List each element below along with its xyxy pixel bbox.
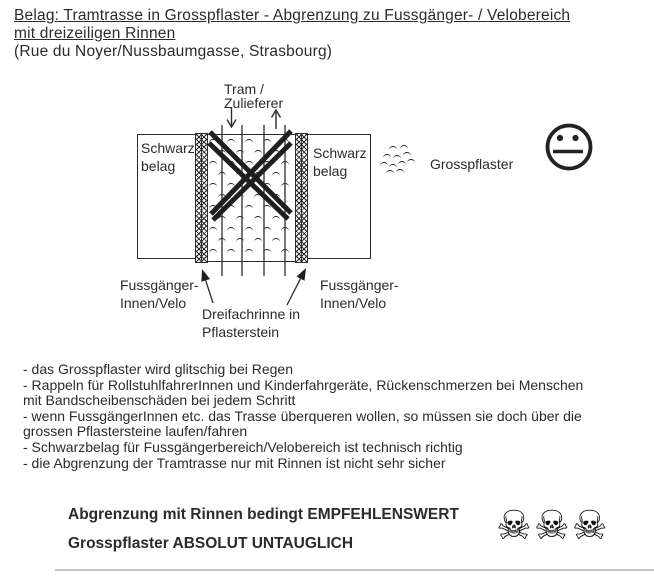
cobblestone-arc [236, 194, 244, 198]
cobblestone-arc [218, 216, 226, 220]
cobblestone-arc [209, 205, 217, 209]
cobblestone-arc [209, 227, 217, 231]
left-gutter-strip [195, 133, 208, 263]
cobblestone-arc [245, 227, 253, 231]
cobblestone-arc [272, 172, 280, 176]
cobblestone-arc [263, 139, 271, 143]
cobblestone-arc [227, 205, 235, 209]
tram-direction-label: Tram / Zulieferer [224, 81, 284, 111]
cobblestone-arc [281, 227, 289, 231]
up-arrow-icon [272, 110, 281, 129]
cobblestone-arc [245, 161, 253, 165]
cobblestone-arc [403, 152, 411, 156]
cobblestone-arc [209, 249, 217, 253]
notes-list [23, 362, 583, 471]
cobblestone-arc [254, 172, 262, 176]
note-line: - das Grosspflaster wird glitschig bei Regen [23, 361, 294, 377]
neutral-smiley-icon [548, 126, 591, 169]
cobblestone-arc [400, 145, 408, 149]
cobblestone-arc [218, 150, 226, 154]
left-gutter-arrow [201, 269, 213, 303]
cobblestone-arc [389, 164, 397, 168]
cobblestone-arc [209, 139, 217, 143]
skull-icon: ☠ [533, 503, 570, 549]
cobblestone-arc [209, 161, 217, 165]
right-gutter-strip [295, 133, 308, 263]
cobblestone-arc [254, 150, 262, 154]
cobblestone-arc [263, 183, 271, 187]
cobblestone-arc [218, 238, 226, 242]
note-line: - Rappeln für RollstuhlfahrerInnen und Kinderfahrgeräte, Rückenschmerzen bei Menschen [23, 376, 584, 393]
right-pedestrian-zone-label: Fussgänger- Innen/Velo [320, 277, 399, 311]
cobblestone-arc [227, 249, 235, 253]
conclusions [68, 500, 459, 558]
note-line: - die Abgrenzung der Tramtrasse nur mit Rinnen ist nicht sehr sicher [23, 454, 446, 471]
cobblestone-arc [236, 238, 244, 242]
pflaster-field [208, 135, 295, 261]
cobblestone-arc [236, 172, 244, 176]
cobblestone-arc [281, 161, 289, 165]
left-pedestrian-zone-label: Fussgänger- Innen/Velo [120, 277, 199, 311]
cobblestone-arc [236, 150, 244, 154]
bottom-divider [55, 569, 654, 571]
skull-icon: ☠ [571, 503, 608, 549]
title-line-1: Belag: Tramtrasse in Grosspflaster - Abgrenzung zu Fussgänger- / Velobereich [14, 7, 571, 24]
conclusion-recommended: Abgrenzung mit Rinnen bedingt EMPFEHLENSWERT [68, 506, 459, 523]
cobblestone-arc [380, 162, 388, 166]
cobblestone-arc [227, 161, 235, 165]
cobblestone-arc [407, 159, 415, 163]
cobblestone-arc [263, 249, 271, 253]
cobblestone-arc [281, 205, 289, 209]
tram-track-bed [207, 134, 296, 262]
cobblestone-arc [218, 194, 226, 198]
cobblestone-arc [272, 216, 280, 220]
cobblestone-arc [396, 169, 404, 173]
cobblestone-arc [236, 216, 244, 220]
cobblestone-arc [389, 146, 397, 150]
note-line: - Schwarzbelag für Fussgängerbereich/Velobereich ist technisch richtig [23, 438, 463, 455]
cobblestone-arc [263, 227, 271, 231]
title-location: (Rue du Noyer/Nussbaumgasse, Strasbourg) [14, 43, 333, 60]
cobblestone-arc [245, 139, 253, 143]
cobblestone-arc [281, 183, 289, 187]
cobblestone-arc [218, 172, 226, 176]
note-line: mit Bandscheibenschäden bei jedem Schritt [23, 392, 296, 409]
skull-icon: ☠ [496, 503, 532, 549]
cobblestone-arc [254, 194, 262, 198]
grosspflaster-label: Grosspflaster [430, 156, 514, 172]
cobblestone-arc [227, 227, 235, 231]
cobblestone-arc [281, 139, 289, 143]
note-line: - wenn FussgängerInnen etc. das Trasse überqueren wollen, so müssen sie doch über die [23, 407, 582, 424]
note-line: grossen Pflastersteine laufen/fahren [23, 423, 248, 440]
cobblestone-arc [227, 139, 235, 143]
cobblestone-arc [209, 183, 217, 187]
cobblestone-arc [254, 216, 262, 220]
page-title [14, 7, 570, 61]
grosspflaster-symbol-cluster [378, 143, 416, 177]
cobblestone-arc [263, 205, 271, 209]
cobblestone-arc [263, 161, 271, 165]
cobblestone-arc [281, 249, 289, 253]
conclusion-unsuitable: Grosspflaster ABSOLUT UNTAUGLICH [68, 535, 354, 552]
cobblestone-arc [245, 183, 253, 187]
cobblestone-arc [227, 183, 235, 187]
left-surface-label: Schwarz belag [141, 140, 195, 174]
skull-rating [496, 501, 608, 551]
cobblestone-arc [272, 150, 280, 154]
cobblestone-arc [272, 194, 280, 198]
title-line-2: mit dreizeiligen Rinnen [14, 25, 176, 42]
right-gutter-arrow [287, 268, 306, 305]
cobblestone-arc [383, 154, 391, 158]
cobblestone-arc [272, 238, 280, 242]
cobblestone-arc [386, 170, 394, 174]
gutter-label: Dreifachrinne in Pflasterstein [202, 306, 301, 340]
cobblestone-arc [398, 161, 406, 165]
cobblestone-arc [254, 238, 262, 242]
cobblestone-arc [393, 155, 401, 159]
cobblestone-arc [245, 249, 253, 253]
right-surface-label: Schwarz belag [313, 145, 367, 179]
cobblestone-arc [245, 205, 253, 209]
